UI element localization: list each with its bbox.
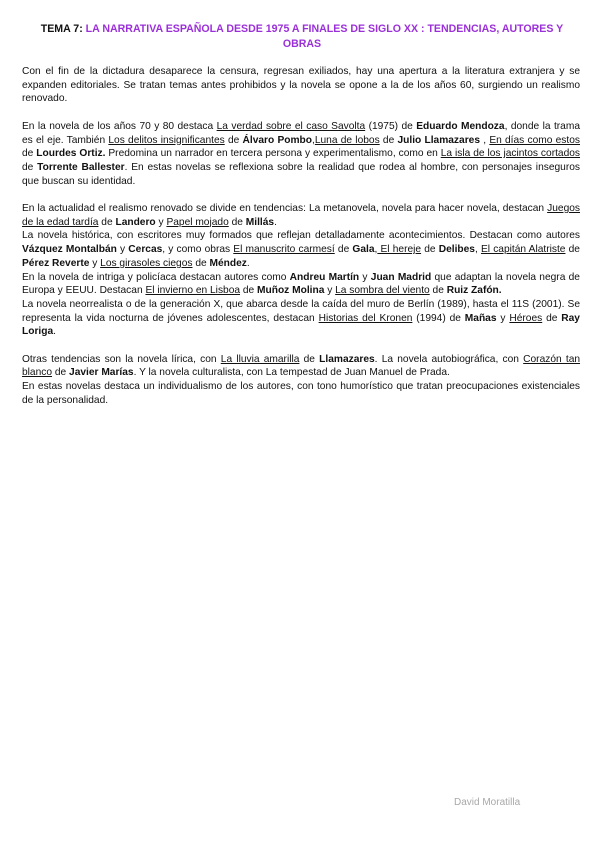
paragraph-metanovela	[22, 202, 580, 229]
text-run: . La novela autobiográfica, con	[374, 353, 524, 365]
text-run: de	[52, 367, 70, 379]
footer-author: David Moratilla	[454, 797, 521, 808]
work-title: Luna de lobos	[314, 134, 380, 146]
text-run: y	[496, 312, 510, 324]
text-run: de	[334, 244, 353, 256]
text-run: . En estas novelas se reflexiona sobre la realidad que rodea al hombre, con personajes inseguros que buscan su identidad.	[22, 161, 580, 187]
text-run: y	[359, 271, 371, 283]
text-run: y	[155, 216, 167, 228]
text-run: La novela neorrealista o de la generación X, que abarca desde la caída del muro de Berlín (1989), hasta el 11S (2001). Se representa la vida nocturna de jóvenes adolescentes, destacan	[22, 298, 580, 324]
work-title: Los girasoles ciegos	[100, 257, 193, 269]
text-run: ,	[474, 244, 481, 256]
text-run: ,	[312, 134, 315, 146]
title-main: LA NARRATIVA ESPAÑOLA DESDE 1975 A FINALES DE SIGLO XX : TENDENCIAS, AUTORES Y OBRAS	[85, 23, 564, 50]
work-title: El invierno en Lisboa	[145, 285, 241, 297]
text-run: y	[324, 285, 336, 297]
work-title: La verdad sobre el caso Savolta	[216, 120, 366, 132]
author-name: Lourdes Ortiz.	[36, 148, 106, 160]
text-run: .	[53, 326, 56, 338]
paragraph-otras-tendencias	[22, 353, 580, 380]
author-name: Vázquez Montalbán	[22, 244, 117, 256]
work-title: La lluvia amarilla	[220, 353, 300, 365]
text-run: de	[228, 216, 246, 228]
work-title: Historias del Kronen	[318, 312, 413, 324]
text-run: de	[22, 161, 38, 173]
text-run: de	[192, 257, 210, 269]
text-run: (1994) de	[412, 312, 465, 324]
work-title: Héroes	[509, 312, 543, 324]
text-run: . Y la novela culturalista, con La tempestad de Juan Manuel de Prada.	[133, 367, 450, 379]
paragraph-gap	[22, 188, 580, 202]
author-name: Landero	[115, 216, 156, 228]
paragraph-gap	[22, 106, 580, 120]
author-name: Millás	[245, 216, 275, 228]
text-run: ,	[374, 244, 378, 256]
paragraph-historica	[22, 229, 580, 270]
author-name: Eduardo Mendoza	[416, 120, 505, 132]
text-run: .	[246, 257, 250, 269]
paragraph-intriga	[22, 271, 580, 298]
text-run: y	[116, 244, 129, 256]
text-run: de	[421, 244, 439, 256]
text-run: de	[98, 216, 116, 228]
text-run: de	[299, 353, 320, 365]
text-run: Predomina un narrador en tercera persona y experimentalismo, como en	[105, 148, 441, 160]
page-title	[24, 22, 580, 51]
document-body	[22, 65, 580, 408]
author-name: Pérez Reverte	[22, 257, 90, 269]
text-run: En la novela de intriga y policíaca destacan autores como	[22, 271, 290, 283]
paragraph-70s-80s	[22, 120, 580, 189]
work-title: La isla de los jacintos cortados	[440, 148, 581, 160]
text-run: , donde la trama es el eje. También	[22, 120, 580, 146]
work-title: Juegos de la edad tardía	[22, 203, 580, 228]
author-name: Álvaro Pombo	[242, 134, 312, 146]
text-run: Otras tendencias son la novela lírica, con	[22, 353, 221, 365]
author-name: Muñoz Molina	[257, 285, 325, 297]
text-run: La novela histórica, con escritores muy formados que reflejan detalladamente acontecimientos. Destacan como autores	[22, 230, 580, 242]
work-title: Los delitos insignificantes	[108, 134, 225, 146]
work-title: El manuscrito carmesí	[233, 244, 335, 256]
text-run: de	[542, 312, 562, 324]
text-run: y	[89, 257, 101, 269]
author-name: Javier Marías	[69, 367, 134, 379]
author-name: Delibes	[438, 244, 475, 256]
work-title: Corazón tan blanco	[22, 353, 581, 379]
text-run: de	[565, 244, 580, 256]
author-name: Juan Madrid	[370, 271, 432, 283]
title-prefix: TEMA 7:	[40, 23, 86, 35]
work-title: La sombra del viento	[335, 285, 430, 297]
author-name: Ray Loriga	[22, 312, 580, 338]
paragraph-intro: Con el fin de la dictadura desaparece la censura, regresan exiliados, hay una apertura a la literatura extranjera y se expanden editoriales. Se tratan temas antes prohibidos y la novela se opone a la de los años 60, surgiendo un realismo renovado.	[22, 66, 580, 105]
author-name: Gala	[352, 244, 375, 256]
text-run: de	[429, 285, 447, 297]
text-run: de	[379, 134, 398, 146]
author-name: Andreu Martín	[289, 271, 360, 283]
author-name: Julio Llamazares	[397, 134, 480, 146]
text-run: ,	[480, 134, 490, 146]
work-title: El hereje	[377, 244, 422, 256]
text-run: de	[240, 285, 258, 297]
author-name: Cercas	[128, 244, 163, 256]
author-name: Méndez	[209, 257, 247, 269]
text-run: .	[274, 216, 277, 228]
paragraph-conclusion: En estas novelas destaca un individualismo de los autores, con tono humorístico que tratan preocupaciones existenciales de la personalidad.	[22, 381, 580, 406]
author-name: Llamazares	[319, 353, 375, 365]
work-title: Papel mojado	[166, 216, 229, 228]
paragraph-neorrealista	[22, 298, 580, 339]
text-run: En la novela de los años 70 y 80 destaca	[22, 120, 217, 132]
author-name: Mañas	[464, 312, 497, 324]
text-run: (1975) de	[365, 120, 417, 132]
work-title: El capitán Alatriste	[480, 244, 566, 256]
paragraph-gap	[22, 339, 580, 353]
author-name: Torrente Ballester	[37, 161, 125, 173]
author-name: Ruiz Zafón.	[446, 285, 502, 297]
work-title: En días como estos	[489, 134, 580, 146]
text-run: En la actualidad el realismo renovado se divide en tendencias: La metanovela, novela para hacer novela, destacan	[22, 203, 548, 214]
text-run: de	[22, 148, 37, 160]
text-run: de	[224, 134, 243, 146]
text-run: , y como obras	[162, 244, 234, 256]
text-run: que adaptan la novela negra de Europa y EEUU. Destacan	[22, 271, 580, 297]
